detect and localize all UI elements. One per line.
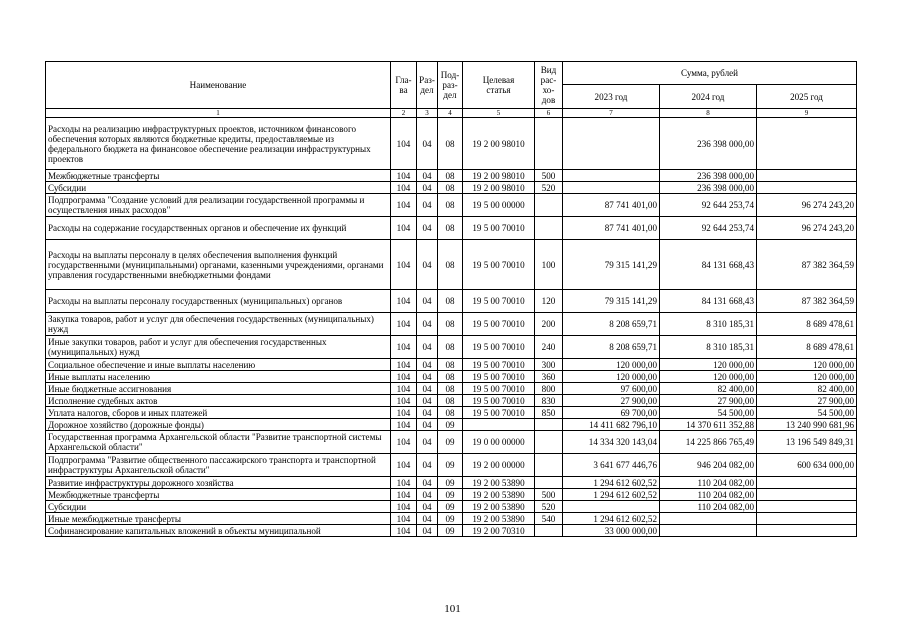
row-expense-type xyxy=(535,118,563,170)
row-target: 19 5 00 70010 xyxy=(463,371,535,383)
header-subsection: Под- раз- дел xyxy=(438,62,463,109)
row-target: 19 5 00 70010 xyxy=(463,290,535,313)
column-number: 9 xyxy=(757,109,857,118)
row-section: 04 xyxy=(417,359,438,371)
row-sum-2025: 120 000,00 xyxy=(757,371,857,383)
row-section: 04 xyxy=(417,371,438,383)
row-expense-type: 200 xyxy=(535,313,563,336)
row-chapter: 104 xyxy=(391,336,417,359)
header-2025: 2025 год xyxy=(757,85,857,109)
row-target: 19 2 00 98010 xyxy=(463,182,535,194)
row-target: 19 2 00 98010 xyxy=(463,118,535,170)
row-name: Подпрограмма "Создание условий для реализации государственной программы и осуществления иных расходов" xyxy=(46,194,391,217)
row-sum-2025 xyxy=(757,501,857,513)
row-sum-2023: 3 641 677 446,76 xyxy=(563,454,660,477)
row-subsection: 08 xyxy=(438,194,463,217)
row-chapter: 104 xyxy=(391,407,417,419)
row-target: 19 0 00 00000 xyxy=(463,431,535,454)
row-expense-type: 500 xyxy=(535,170,563,182)
table-row xyxy=(46,407,857,419)
row-sum-2025 xyxy=(757,182,857,194)
row-subsection: 09 xyxy=(438,431,463,454)
row-sum-2023: 1 294 612 602,52 xyxy=(563,489,660,501)
row-expense-type xyxy=(535,217,563,240)
row-section: 04 xyxy=(417,170,438,182)
row-name: Расходы на выплаты персоналу государственных (муниципальных) органов xyxy=(46,290,391,313)
header-chapter: Гла- ва xyxy=(391,62,417,109)
row-expense-type: 100 xyxy=(535,240,563,290)
row-expense-type: 540 xyxy=(535,513,563,525)
row-target: 19 2 00 98010 xyxy=(463,170,535,182)
row-sum-2025 xyxy=(757,170,857,182)
row-sum-2023: 69 700,00 xyxy=(563,407,660,419)
row-expense-type xyxy=(535,454,563,477)
row-section: 04 xyxy=(417,194,438,217)
table-row xyxy=(46,513,857,525)
row-sum-2023: 1 294 612 602,52 xyxy=(563,513,660,525)
row-subsection: 08 xyxy=(438,371,463,383)
row-section: 04 xyxy=(417,395,438,407)
header-expense-type: Вид рас- хо- дов xyxy=(535,62,563,109)
row-subsection: 08 xyxy=(438,118,463,170)
row-target: 19 5 00 70010 xyxy=(463,395,535,407)
row-subsection: 09 xyxy=(438,489,463,501)
row-section: 04 xyxy=(417,336,438,359)
row-sum-2024: 236 398 000,00 xyxy=(660,170,757,182)
row-sum-2024: 14 225 866 765,49 xyxy=(660,431,757,454)
row-subsection: 09 xyxy=(438,501,463,513)
row-name: Иные выплаты населению xyxy=(46,371,391,383)
row-chapter: 104 xyxy=(391,477,417,489)
row-subsection: 08 xyxy=(438,395,463,407)
table-row xyxy=(46,419,857,431)
row-sum-2024: 84 131 668,43 xyxy=(660,290,757,313)
row-sum-2023 xyxy=(563,118,660,170)
row-section: 04 xyxy=(417,383,438,395)
header-sum-group: Сумма, рублей xyxy=(563,62,857,85)
row-target: 19 2 00 70310 xyxy=(463,525,535,537)
row-name: Межбюджетные трансферты xyxy=(46,170,391,182)
column-number: 5 xyxy=(463,109,535,118)
row-subsection: 08 xyxy=(438,182,463,194)
column-number: 6 xyxy=(535,109,563,118)
row-name: Иные бюджетные ассигнования xyxy=(46,383,391,395)
row-section: 04 xyxy=(417,525,438,537)
row-chapter: 104 xyxy=(391,313,417,336)
row-name: Иные межбюджетные трансферты xyxy=(46,513,391,525)
row-name: Дорожное хозяйство (дорожные фонды) xyxy=(46,419,391,431)
row-name: Исполнение судебных актов xyxy=(46,395,391,407)
row-subsection: 09 xyxy=(438,513,463,525)
row-section: 04 xyxy=(417,290,438,313)
row-chapter: 104 xyxy=(391,290,417,313)
row-sum-2025: 96 274 243,20 xyxy=(757,217,857,240)
row-expense-type xyxy=(535,431,563,454)
row-sum-2024: 110 204 082,00 xyxy=(660,477,757,489)
table-row xyxy=(46,170,857,182)
row-section: 04 xyxy=(417,118,438,170)
row-expense-type xyxy=(535,525,563,537)
header-2023: 2023 год xyxy=(563,85,660,109)
row-name: Софинансирование капитальных вложений в объекты муниципальной xyxy=(46,525,391,537)
table-row xyxy=(46,371,857,383)
row-chapter: 104 xyxy=(391,194,417,217)
row-chapter: 104 xyxy=(391,395,417,407)
row-expense-type: 500 xyxy=(535,489,563,501)
row-chapter: 104 xyxy=(391,431,417,454)
row-chapter: 104 xyxy=(391,513,417,525)
row-sum-2025 xyxy=(757,513,857,525)
column-number: 7 xyxy=(563,109,660,118)
row-expense-type: 520 xyxy=(535,182,563,194)
row-chapter: 104 xyxy=(391,217,417,240)
row-subsection: 09 xyxy=(438,454,463,477)
table-row xyxy=(46,525,857,537)
row-chapter: 104 xyxy=(391,371,417,383)
row-sum-2023: 14 411 682 796,10 xyxy=(563,419,660,431)
row-expense-type: 120 xyxy=(535,290,563,313)
row-subsection: 09 xyxy=(438,419,463,431)
row-chapter: 104 xyxy=(391,118,417,170)
row-sum-2023: 120 000,00 xyxy=(563,359,660,371)
row-sum-2024: 92 644 253,74 xyxy=(660,194,757,217)
row-subsection: 08 xyxy=(438,383,463,395)
row-name: Субсидии xyxy=(46,501,391,513)
row-section: 04 xyxy=(417,217,438,240)
row-subsection: 09 xyxy=(438,477,463,489)
row-expense-type xyxy=(535,419,563,431)
row-sum-2025: 27 900,00 xyxy=(757,395,857,407)
table-row xyxy=(46,454,857,477)
row-sum-2024: 946 204 082,00 xyxy=(660,454,757,477)
row-sum-2024: 8 310 185,31 xyxy=(660,313,757,336)
row-sum-2024: 110 204 082,00 xyxy=(660,501,757,513)
row-sum-2025: 8 689 478,61 xyxy=(757,313,857,336)
row-sum-2023: 33 000 000,00 xyxy=(563,525,660,537)
row-expense-type: 520 xyxy=(535,501,563,513)
column-number: 4 xyxy=(438,109,463,118)
row-sum-2023 xyxy=(563,182,660,194)
row-subsection: 08 xyxy=(438,290,463,313)
row-sum-2024: 82 400,00 xyxy=(660,383,757,395)
row-subsection: 08 xyxy=(438,407,463,419)
row-sum-2025: 8 689 478,61 xyxy=(757,336,857,359)
row-sum-2024: 54 500,00 xyxy=(660,407,757,419)
row-sum-2024: 92 644 253,74 xyxy=(660,217,757,240)
row-name: Иные закупки товаров, работ и услуг для обеспечения государственных (муниципальных) нужд xyxy=(46,336,391,359)
row-subsection: 08 xyxy=(438,313,463,336)
row-chapter: 104 xyxy=(391,525,417,537)
row-name: Закупка товаров, работ и услуг для обеспечения государственных (муниципальных) нужд xyxy=(46,313,391,336)
row-sum-2023: 1 294 612 602,52 xyxy=(563,477,660,489)
row-section: 04 xyxy=(417,419,438,431)
row-name: Уплата налогов, сборов и иных платежей xyxy=(46,407,391,419)
row-name: Социальное обеспечение и иные выплаты населению xyxy=(46,359,391,371)
table-row xyxy=(46,477,857,489)
row-subsection: 08 xyxy=(438,359,463,371)
row-name: Межбюджетные трансферты xyxy=(46,489,391,501)
row-subsection: 08 xyxy=(438,170,463,182)
row-chapter: 104 xyxy=(391,170,417,182)
row-sum-2024: 110 204 082,00 xyxy=(660,489,757,501)
row-sum-2023 xyxy=(563,170,660,182)
table-row xyxy=(46,383,857,395)
row-sum-2023: 27 900,00 xyxy=(563,395,660,407)
row-chapter: 104 xyxy=(391,359,417,371)
row-target: 19 2 00 00000 xyxy=(463,454,535,477)
row-sum-2023: 79 315 141,29 xyxy=(563,290,660,313)
header-target: Целевая статья xyxy=(463,62,535,109)
row-expense-type: 360 xyxy=(535,371,563,383)
row-chapter: 104 xyxy=(391,501,417,513)
row-expense-type xyxy=(535,194,563,217)
table-row xyxy=(46,336,857,359)
row-sum-2025: 87 382 364,59 xyxy=(757,290,857,313)
row-sum-2025: 82 400,00 xyxy=(757,383,857,395)
row-name: Расходы на реализацию инфраструктурных проектов, источником финансового обеспечения которых являются бюджетные кредиты, предоставляемые из федерального бюджета на финансовое обеспечение реализации инфраструктурных проектов xyxy=(46,118,391,170)
row-name: Государственная программа Архангельской области "Развитие транспортной системы Архангельской области" xyxy=(46,431,391,454)
row-section: 04 xyxy=(417,240,438,290)
row-target: 19 5 00 70010 xyxy=(463,383,535,395)
table-row xyxy=(46,489,857,501)
row-sum-2025: 87 382 364,59 xyxy=(757,240,857,290)
row-sum-2025: 13 240 990 681,96 xyxy=(757,419,857,431)
row-sum-2025: 54 500,00 xyxy=(757,407,857,419)
row-sum-2025: 96 274 243,20 xyxy=(757,194,857,217)
row-sum-2025 xyxy=(757,477,857,489)
table-row xyxy=(46,395,857,407)
header-row-top xyxy=(46,62,857,85)
row-expense-type: 830 xyxy=(535,395,563,407)
table-row xyxy=(46,118,857,170)
row-sum-2023: 120 000,00 xyxy=(563,371,660,383)
row-section: 04 xyxy=(417,313,438,336)
row-target: 19 5 00 70010 xyxy=(463,313,535,336)
row-sum-2023: 87 741 401,00 xyxy=(563,217,660,240)
row-sum-2024 xyxy=(660,513,757,525)
row-sum-2023: 8 208 659,71 xyxy=(563,336,660,359)
header-2024: 2024 год xyxy=(660,85,757,109)
column-number: 1 xyxy=(46,109,391,118)
row-sum-2024: 120 000,00 xyxy=(660,359,757,371)
page-number: 101 xyxy=(444,603,461,615)
table-row xyxy=(46,290,857,313)
row-chapter: 104 xyxy=(391,419,417,431)
row-sum-2025: 120 000,00 xyxy=(757,359,857,371)
row-target: 19 2 00 53890 xyxy=(463,477,535,489)
row-chapter: 104 xyxy=(391,489,417,501)
row-sum-2024: 236 398 000,00 xyxy=(660,118,757,170)
row-sum-2024: 14 370 611 352,88 xyxy=(660,419,757,431)
table-row xyxy=(46,313,857,336)
row-section: 04 xyxy=(417,513,438,525)
row-sum-2023: 97 600,00 xyxy=(563,383,660,395)
column-number-row xyxy=(46,109,857,118)
row-sum-2024: 236 398 000,00 xyxy=(660,182,757,194)
row-target xyxy=(463,419,535,431)
row-expense-type: 240 xyxy=(535,336,563,359)
row-chapter: 104 xyxy=(391,182,417,194)
row-name: Расходы на выплаты персоналу в целях обеспечения выполнения функций государственными (муниципальными) органами, казенными учреждениями, органами управления государственными внебюджетными фондами xyxy=(46,240,391,290)
table-row xyxy=(46,194,857,217)
row-section: 04 xyxy=(417,454,438,477)
row-sum-2025 xyxy=(757,118,857,170)
row-sum-2024 xyxy=(660,525,757,537)
row-sum-2025: 600 634 000,00 xyxy=(757,454,857,477)
row-name: Субсидии xyxy=(46,182,391,194)
row-sum-2024: 84 131 668,43 xyxy=(660,240,757,290)
table-body xyxy=(46,118,857,537)
header-section: Раз- дел xyxy=(417,62,438,109)
row-section: 04 xyxy=(417,501,438,513)
row-sum-2024: 27 900,00 xyxy=(660,395,757,407)
column-number: 3 xyxy=(417,109,438,118)
row-target: 19 5 00 00000 xyxy=(463,194,535,217)
row-section: 04 xyxy=(417,477,438,489)
budget-table xyxy=(45,61,857,537)
column-number: 8 xyxy=(660,109,757,118)
column-number: 2 xyxy=(391,109,417,118)
row-name: Подпрограмма "Развитие общественного пассажирского транспорта и транспортной инфраструктуры Архангельской области" xyxy=(46,454,391,477)
row-chapter: 104 xyxy=(391,383,417,395)
row-sum-2023: 8 208 659,71 xyxy=(563,313,660,336)
row-expense-type xyxy=(535,477,563,489)
table-row xyxy=(46,182,857,194)
row-sum-2025 xyxy=(757,525,857,537)
row-chapter: 104 xyxy=(391,240,417,290)
row-sum-2023 xyxy=(563,501,660,513)
table-row xyxy=(46,501,857,513)
table-row xyxy=(46,431,857,454)
row-name: Развитие инфраструктуры дорожного хозяйства xyxy=(46,477,391,489)
row-expense-type: 800 xyxy=(535,383,563,395)
row-target: 19 5 00 70010 xyxy=(463,407,535,419)
row-subsection: 08 xyxy=(438,240,463,290)
row-subsection: 08 xyxy=(438,336,463,359)
row-sum-2025 xyxy=(757,489,857,501)
row-target: 19 5 00 70010 xyxy=(463,336,535,359)
row-subsection: 08 xyxy=(438,217,463,240)
row-target: 19 2 00 53890 xyxy=(463,501,535,513)
row-target: 19 2 00 53890 xyxy=(463,489,535,501)
row-chapter: 104 xyxy=(391,454,417,477)
table-row xyxy=(46,359,857,371)
row-sum-2025: 13 196 549 849,31 xyxy=(757,431,857,454)
row-section: 04 xyxy=(417,407,438,419)
row-target: 19 5 00 70010 xyxy=(463,359,535,371)
row-section: 04 xyxy=(417,431,438,454)
row-sum-2023: 79 315 141,29 xyxy=(563,240,660,290)
row-sum-2024: 8 310 185,31 xyxy=(660,336,757,359)
row-section: 04 xyxy=(417,489,438,501)
row-expense-type: 300 xyxy=(535,359,563,371)
row-sum-2023: 14 334 320 143,04 xyxy=(563,431,660,454)
row-name: Расходы на содержание государственных органов и обеспечение их функций xyxy=(46,217,391,240)
row-target: 19 2 00 53890 xyxy=(463,513,535,525)
table-row xyxy=(46,217,857,240)
row-target: 19 5 00 70010 xyxy=(463,240,535,290)
header-name: Наименование xyxy=(46,62,391,109)
row-sum-2023: 87 741 401,00 xyxy=(563,194,660,217)
row-subsection: 09 xyxy=(438,525,463,537)
table-row xyxy=(46,240,857,290)
row-expense-type: 850 xyxy=(535,407,563,419)
row-target: 19 5 00 70010 xyxy=(463,217,535,240)
row-section: 04 xyxy=(417,182,438,194)
row-sum-2024: 120 000,00 xyxy=(660,371,757,383)
